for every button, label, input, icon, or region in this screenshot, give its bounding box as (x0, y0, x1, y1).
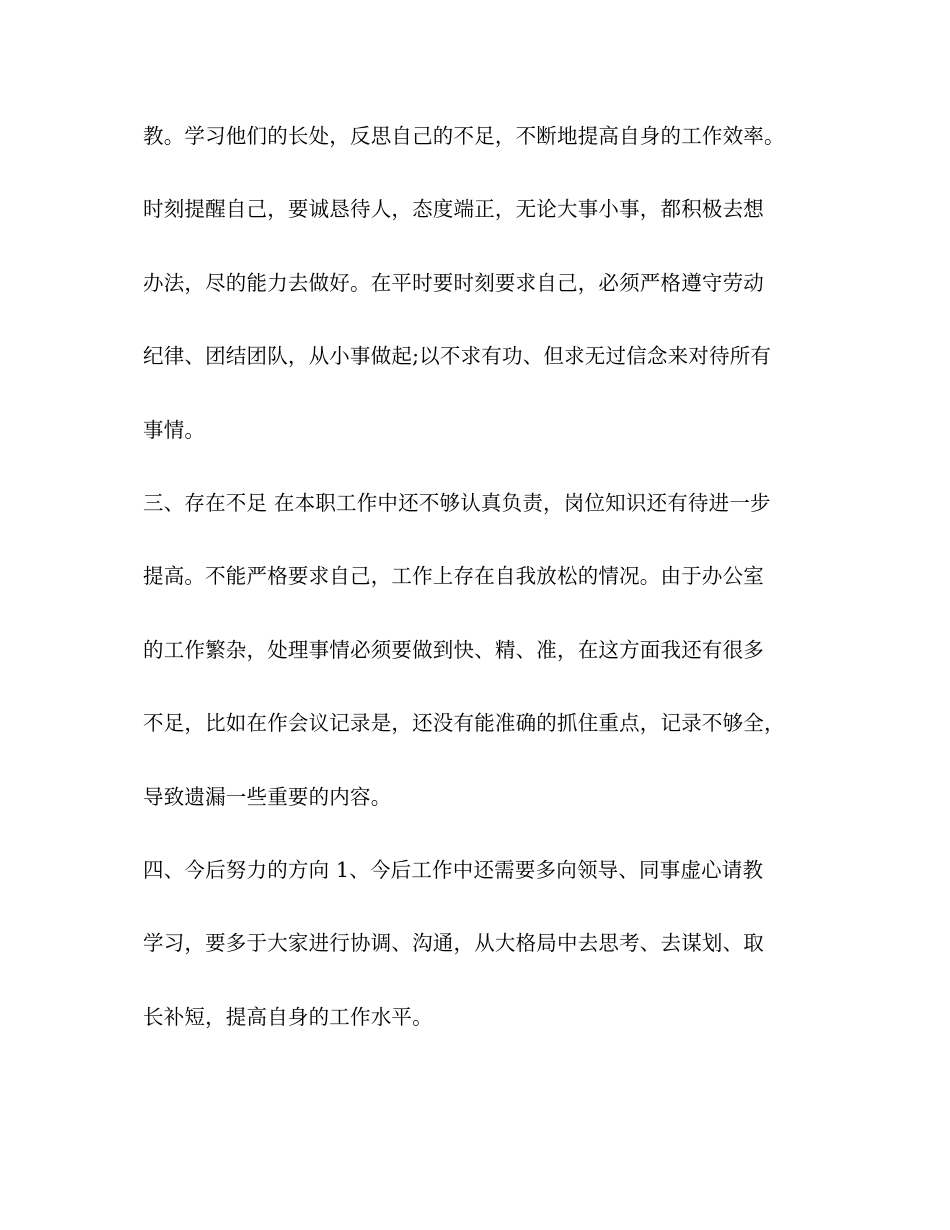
text-line: 的工作繁杂，处理事情必须要做到快、精、准，在这方面我还有很多 (143, 637, 764, 662)
text-line: 长补短，提高自身的工作水平。 (143, 1004, 433, 1029)
text-line: 办法，尽的能力去做好。在平时要时刻要求自己，必须严格遵守劳动 (143, 270, 764, 295)
section-heading-line: 四、今后努力的方向 1、今后工作中还需要多向领导、同事虚心请教 (143, 857, 764, 882)
section-heading-line: 三、存在不足 在本职工作中还不够认真负责，岗位知识还有待进一步 (143, 490, 771, 515)
text-line: 时刻提醒自己，要诚恳待人，态度端正，无论大事小事，都积极去想 (143, 197, 764, 222)
document-body (143, 122, 823, 1076)
text-line: 导致遗漏一些重要的内容。 (143, 784, 392, 809)
text-line: 不足，比如在作会议记录是，还没有能准确的抓住重点，记录不够全， (143, 711, 785, 736)
text-line: 提高。不能严格要求自己，工作上存在自我放松的情况。由于办公室 (143, 564, 764, 589)
text-line: 纪律、团结团队，从小事做起;以不求有功、但求无过信念来对待所有 (143, 344, 772, 369)
text-line: 学习，要多于大家进行协调、沟通，从大格局中去思考、去谋划、取 (143, 931, 764, 956)
text-line: 事情。 (143, 417, 206, 442)
text-line: 教。学习他们的长处，反思自己的不足，不断地提高自身的工作效率。 (143, 124, 785, 148)
